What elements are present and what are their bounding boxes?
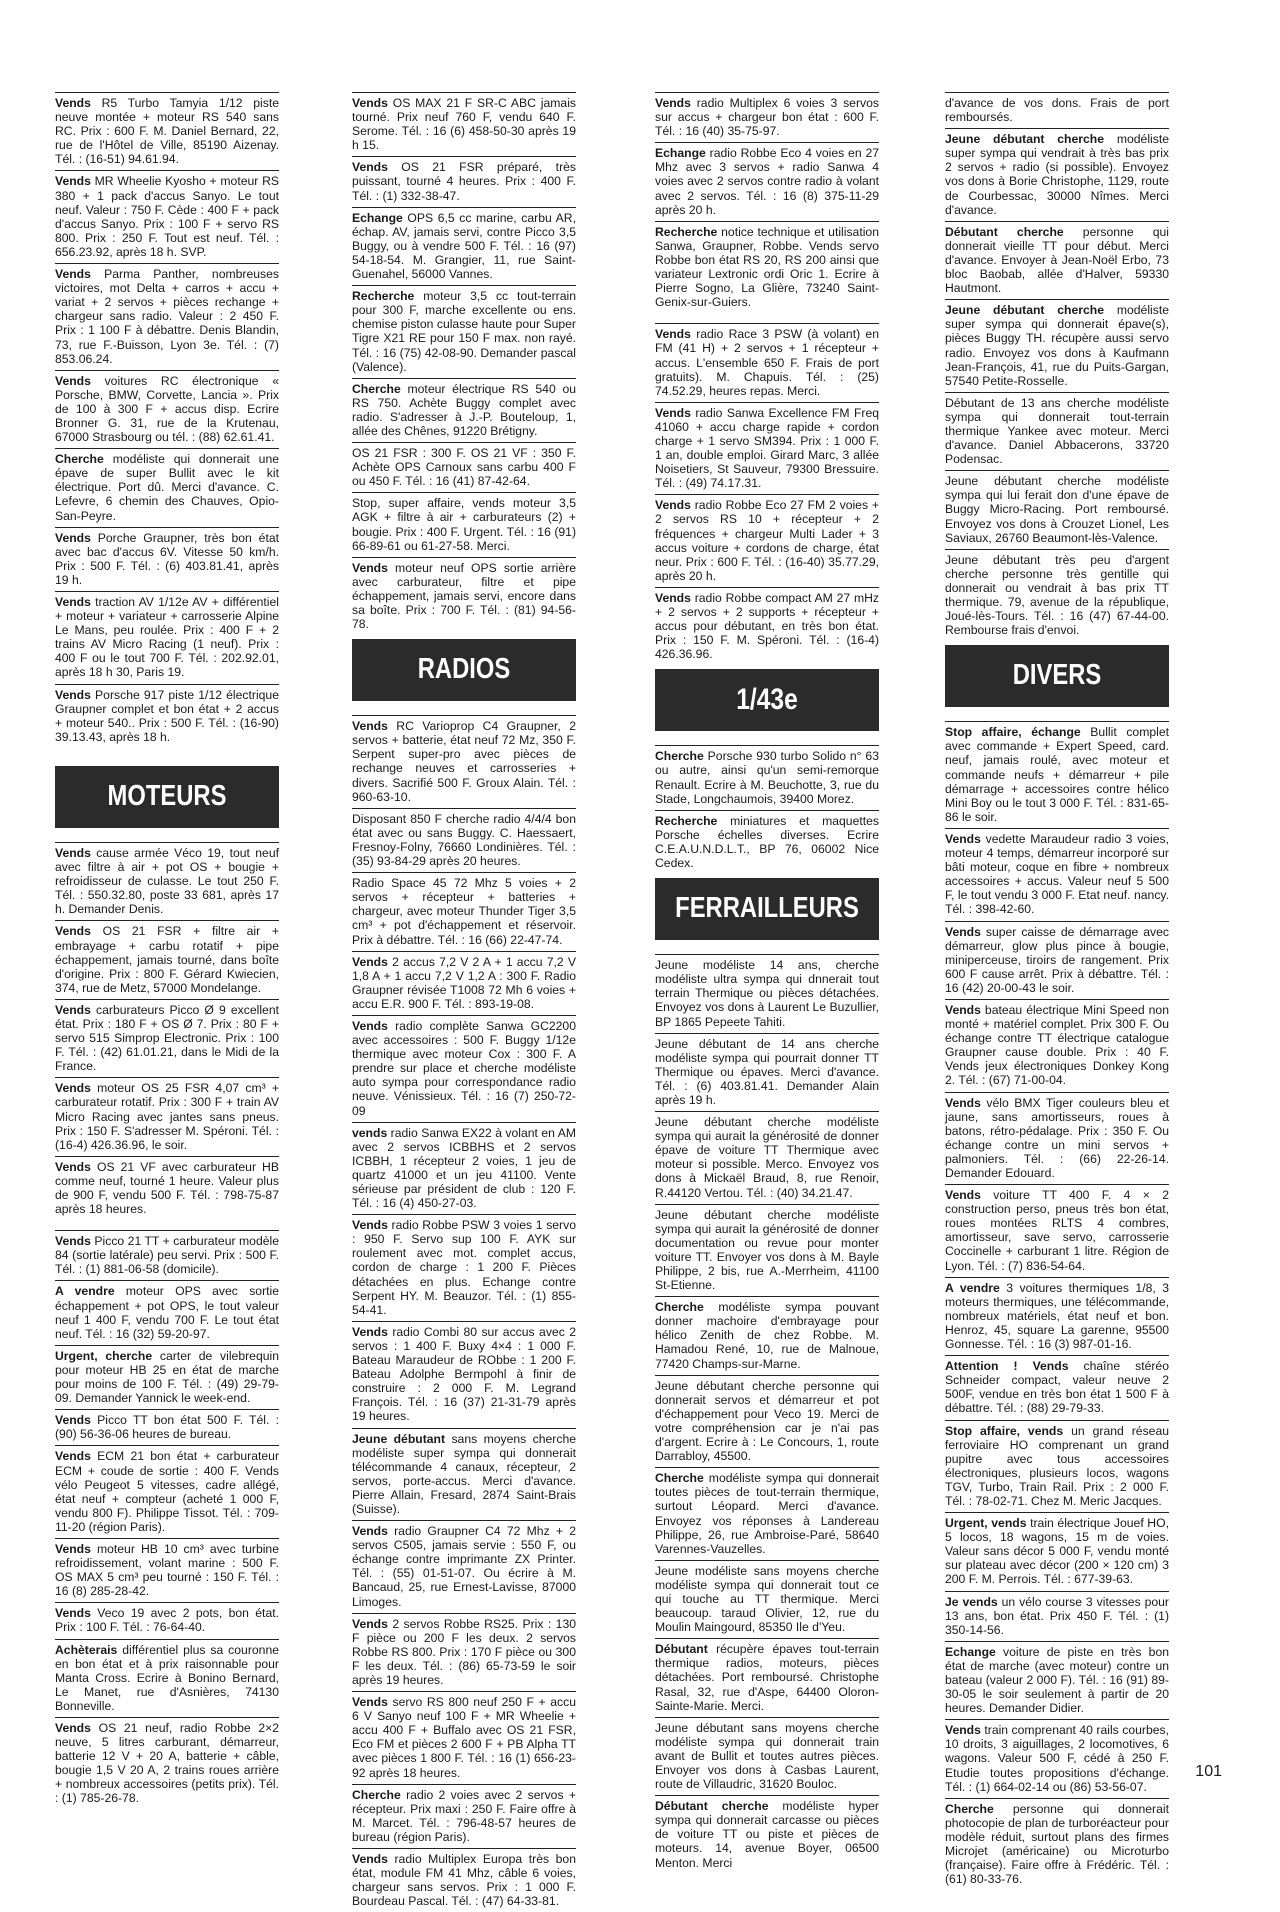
ad-text: modéliste qui donnerait une épave de super Bullit avec le kit électrique. Port dû. Merci d'avance. C. Lefevre, 6 chemin des Chauves, Opio-San-Peyre. — [55, 452, 279, 523]
ad-keyword: Débutant — [655, 1642, 708, 1657]
ad-text: voiture de piste en très bon état de marche (avec moteur) contre un bateau (valeur 2 000 F). Tél. : 16 (91) 89-30-05 le soir seulement à partir de 20 heures. Demander Didier. — [945, 1644, 1169, 1716]
spacer — [55, 1220, 279, 1230]
classified-ad — [352, 1784, 576, 1844]
ad-keyword: Vends — [352, 96, 388, 110]
ads-group — [55, 842, 279, 1806]
classified-ad — [655, 323, 879, 397]
classified-ad — [945, 1798, 1169, 1887]
ad-keyword: Vends — [945, 1723, 981, 1738]
classified-ad — [945, 1719, 1169, 1793]
ad-text: Jeune débutant cherche modéliste sympa qui aurait la générosité de donner épave de voiture TT Thermique avec moteur si possible. Merco. Envoyez vos dons à Mickaël Braud, 8, rue Renoir, R.44120 Vertou. Tél. : (40) 34.21.47. — [655, 1115, 879, 1200]
ad-text: radio Race 3 PSW (à volant) en FM (41 H) + 2 servos + 1 récepteur + accus. L'ensemble 650 F. Frais de port gratuits). M. Chapuis. Tél. : (25) 74.52.29, heures repas. Merci. — [655, 327, 879, 398]
classified-ad — [655, 142, 879, 216]
classified-ad — [55, 1345, 279, 1405]
classified-ad — [352, 442, 576, 488]
ad-text: Porche Graupner, très bon état avec bac d'accus 6V. Vitesse 50 km/h. Prix : 500 F. Tél. : (6) 403.81.41, après 19 h. — [55, 530, 279, 587]
classified-ad — [655, 494, 879, 583]
ad-text: Jeune débutant cherche modéliste sympa qui aurait la générosité de donner documentation ou revue pour monter voiture TT. Envoyer vos dons à M. Bayle Philippe, 2 bis, rue A.-Merrheim, 41100 St-Etienne. — [655, 1207, 879, 1293]
ad-keyword: Recherche — [655, 224, 718, 239]
ad-keyword: Vends — [55, 530, 91, 545]
ad-text: moteur HB 10 cm³ avec turbine refroidissement, volant marine : 500 F. OS MAX 5 cm³ peu tourné : 150 F. Tél. : 16 (8) 285-28-42. — [55, 1541, 279, 1599]
classified-ad — [352, 872, 576, 946]
classified-ad — [55, 999, 279, 1073]
ads-group — [352, 92, 576, 631]
ad-text: train électrique Jouef HO, 5 locos, 18 wagons, 15 m de voies. Valeur sans décor 5 000 F, vendu monté sur plateau avec décor (200 × 120 cm) 3 200 F. M. Perrois. Tél. : 677-39-63. — [945, 1516, 1169, 1587]
classified-ad — [655, 221, 879, 310]
ad-text: radio Combi 80 sur accus avec 2 servos : 1 400 F. Buxy 4×4 : 1 000 F. Bateau Maraudeur de RObbe : 1 200 F. Bateau Adolphe Bermpohl à finir de construire : 2 000 F. M. Legrand François. Tél. : 16 (37) 21-31-79 après 19 heures. — [352, 1324, 576, 1424]
ad-keyword: vends — [352, 1125, 388, 1140]
ad-text: MR Wheelie Kyosho + moteur RS 380 + 1 pack d'accus Sanyo. Le tout neuf. Valeur : 750 F. Cède : 400 F + pack d'accus Sanyo. Prix : 100 F + servo RS 800. Prix : 250 F. Tout est neuf. Tél. : 656.23.92, après 18 h. SVP. — [55, 174, 279, 259]
ad-keyword: Vends — [55, 1449, 91, 1464]
classified-ad — [352, 1520, 576, 1609]
ad-text: super caisse de démarrage avec démarreur, glow plus pince à bougie, miniperceuse, tiroirs de rangement. Prix 600 F cause arrêt. Prix à débattre. Tél. : 16 (42) 20-00-43 le soir. — [945, 924, 1169, 995]
classified-ad — [655, 1467, 879, 1556]
classified-ad — [352, 378, 576, 438]
section-title: MOTEURS — [107, 779, 227, 812]
classified-ad — [55, 1639, 279, 1713]
ad-text: radio Sanwa EX22 à volant en AM avec 2 servos ICBBHS et 2 servos ICBBH, 1 récepteur 2 voies, 1 jeu de quartz 41000 et un jeu 41100. Vente sérieuse par président de club : 120 F. Tél. : 16 (4) 450-27-03. — [352, 1125, 576, 1211]
ad-keyword: Stop affaire, échange — [945, 725, 1081, 740]
ad-keyword: Vends — [352, 954, 388, 969]
ad-text: radio 2 voies avec 2 servos + récepteur. Prix maxi : 250 F. Faire offre à M. Marcet. Tél. : 796-48-57 heures de bureau (région Paris). — [352, 1787, 576, 1844]
section-title: FERRAILLEURS — [675, 892, 859, 925]
classified-ad — [945, 1420, 1169, 1509]
ad-keyword: Achèterais — [55, 1642, 118, 1657]
classified-ad — [55, 92, 279, 166]
ad-text: Veco 19 avec 2 pots, bon état. Prix : 100 F. Tél. : 76-64-40. — [55, 1606, 279, 1635]
classified-ad — [655, 1560, 879, 1634]
ad-keyword: Vends — [352, 1018, 388, 1033]
ad-text: Jeune modéliste sans moyens cherche modéliste sympa qui donnerait tout ce qui touche au TT thermique. Merci beaucoup. taraud Olivier, 12, rue du Moulin Maingourd, 85350 Ile d'Yeu. — [655, 1563, 879, 1635]
classified-ad — [55, 591, 279, 680]
ad-text: Picco 21 TT + carburateur modèle 84 (sortie latérale) peu servi. Prix : 500 F. Tél. : (1) 881-06-58 (domicile). — [55, 1234, 279, 1277]
section-banner-divers — [945, 645, 1169, 707]
classified-ad — [352, 1015, 576, 1118]
ad-text: carburateurs Picco Ø 9 excellent état. Prix : 180 F + OS Ø 7. Prix : 80 F + servo 515 Simprop Electronic. Prix : 100 F. Tél. : (42) 61.01.21, dans le Midi de la France. — [55, 1002, 279, 1074]
ad-keyword: Vends — [55, 1081, 91, 1096]
classified-ad — [352, 715, 576, 804]
ad-text: Radio Space 45 72 Mhz 5 voies + 2 servos + récepteur + batteries + chargeur, avec moteur Thunder Tiger 3,5 cm³ + pot d'échappement et réservoir. Prix à débattre. Tél. : 16 (66) 22-47-74. — [352, 876, 576, 947]
ad-keyword: Cherche — [352, 1787, 401, 1802]
ad-text: récupère épaves tout-terrain thermique radios, moteurs, pièces détachées. Port remboursé. Christophe Rasal, 32, rue d'Aspe, 64400 Oloron-Sainte-Marie. Merci. — [655, 1642, 879, 1713]
ad-keyword: Vends — [55, 267, 91, 282]
ad-text: Porsche 917 piste 1/12 électrique Graupner complet et bon état + 2 accus + moteur 540.. Prix : 500 F. Tél. : (16-90) 39.13.43, après 18 h. — [55, 687, 279, 744]
ad-keyword: Vends — [55, 1721, 91, 1735]
ad-keyword: Cherche — [655, 1471, 704, 1486]
ad-keyword: Vends — [655, 327, 691, 342]
ad-keyword: Vends — [55, 595, 91, 609]
classified-ad — [655, 1204, 879, 1293]
ad-keyword: Vends — [352, 1695, 388, 1710]
classified-ad — [945, 1512, 1169, 1586]
ad-keyword: Attention ! Vends — [945, 1359, 1069, 1374]
ad-keyword: Urgent, cherche — [55, 1348, 153, 1363]
classified-ad — [655, 1033, 879, 1107]
ads-group — [655, 92, 879, 661]
ad-keyword: Vends — [55, 373, 91, 388]
ad-keyword: Vends — [352, 1852, 388, 1867]
ad-text: 2 accus 7,2 V 2 A + 1 accu 7,2 V 1,8 A + 1 accu 7,2 V 1,2 A : 300 F. Radio Graupner révisée T1008 72 Mh 6 voies + accu E.R. 900 F. Tél. : 893-19-08. — [352, 954, 576, 1011]
ad-text: notice technique et utilisation Sanwa, Graupner, Robbe. Vends servo Robbe bon état RS 20, RS 200 ainsi que variateur Lextronic ordi Oric 1. Ecrire à Pierre Sogno, La Glière, 73240 Saint-Genix-sur-Guiers. — [655, 224, 879, 310]
ad-keyword: Débutant cherche — [945, 224, 1064, 239]
ad-keyword: Jeune débutant — [352, 1431, 446, 1446]
classified-ad — [945, 999, 1169, 1088]
ad-keyword: Vends — [55, 174, 91, 189]
ads-group — [945, 92, 1169, 637]
section-title: RADIOS — [417, 653, 511, 686]
ad-text: Jeune débutant très peu d'argent cherche personne très gentille qui donnerait ou vendrait à bas prix TT thermique. 79, avenue de la république, Joué-lès-Tours. Tél. : 16 (47) 67-44-00. Rembourse frais d'envoi. — [945, 552, 1169, 638]
classified-ad — [655, 1296, 879, 1370]
ad-text: ECM 21 bon état + carburateur ECM + coude de sortie : 400 F. Vends vélo Peugeot 5 vitesses, cadre allégé, état neuf + compteur (acheté 1 000 F, vendu 800 F). Philippe Tissot. Tél. : 709-11-20 (région Paris). — [55, 1449, 279, 1534]
ad-keyword: Cherche — [352, 381, 401, 396]
ad-text: modéliste sympa pouvant donner machoire d'embrayage pour hélico Zenith de chez Robbe. M. Hamadou René, 10, rue de Malnoue, 77420 Champs-sur-Marne. — [655, 1300, 879, 1371]
ad-keyword: Vends — [655, 96, 691, 110]
ad-keyword: Vends — [55, 924, 91, 939]
ad-keyword: Vends — [55, 1413, 91, 1428]
ad-text: Bullit complet avec commande + Expert Speed, card. neuf, jamais roulé, avec moteur et commande neufs + démarreur + pile démarrage + accessoires contre hélico Mini Boy ou le tout 3 000 F. Tél. : 831-65-86 le soir. — [945, 725, 1169, 824]
ad-keyword: A vendre — [945, 1280, 1000, 1295]
ad-text: Porsche 930 turbo Solido n° 63 ou autre, ainsi qu'un semi-remorque Renault. Ecrire à M. Beuchotte, 3, rue du Stade, Longchaumois, 39400 Morez. — [655, 749, 879, 806]
ad-keyword: Vends — [945, 1095, 981, 1110]
ad-keyword: Vends — [945, 1188, 981, 1203]
ad-keyword: Vends — [352, 160, 388, 175]
ad-keyword: Jeune débutant cherche — [945, 303, 1105, 318]
classified-ad — [352, 285, 576, 374]
classified-ad — [655, 1111, 879, 1200]
ad-text: radio Sanwa Excellence FM Freq 41060 + accu charge rapide + cordon charge + 1 servo SM394. Prix : 1 000 F. 1 an, double emploi. Girard Marc, 3 allée Noisetiers, St Sauveur, 79300 Bressuire. Tél. : (49) 74.17.31. — [655, 405, 879, 491]
ad-text: vedette Maraudeur radio 3 voies, moteur 4 temps, démarreur incorporé sur bâti moteur, coque en fibre + nombreux accessoires + accus. Valeur neuf 5 500 F, le tout vendu 3 000 F. Etat neuf. nancy. Tél. : 398-42-60. — [945, 831, 1169, 917]
ad-text: chaîne stéréo Schneider compact, valeur neuve 2 500F, vendue en très bon état 1 500 F à débattre. Tél. : (88) 29-79-33. — [945, 1359, 1169, 1416]
ad-keyword: Echange — [352, 210, 403, 225]
ad-keyword: Vends — [55, 1541, 91, 1556]
classified-ad — [945, 221, 1169, 295]
classified-ad — [352, 1848, 576, 1908]
ad-text: un vélo course 3 vitesses pour 13 ans, bon état. Prix 450 F. Tél. : (1) 350-14-56. — [945, 1594, 1169, 1637]
ad-text: personne qui donnerait photocopie de plan de turboréacteur pour modèle réduit, surtout plans des firmes Microjet (américaine) ou Microturbo (française). Faire offre à Frédéric. Tél. : (61) 80-33-76. — [945, 1801, 1169, 1887]
ad-text: d'avance de vos dons. Frais de port remboursés. — [945, 96, 1169, 125]
classified-ad — [55, 370, 279, 444]
ad-keyword: Cherche — [655, 1300, 704, 1315]
classified-ad — [352, 1613, 576, 1687]
ad-text: moteur OS 25 FSR 4,07 cm³ + carburateur rotatif. Prix : 300 F + train AV Micro Racing avec jantes sans pneus. Prix : 150 F. S'adresser M. Spéroni. Tél. : (16-4) 426.36.96, le soir. — [55, 1081, 279, 1152]
page-number: 101 — [1195, 1763, 1222, 1780]
ad-text: moteur 3,5 cc tout-terrain pour 300 F, marche excellente ou ens. chemise piston culasse haute pour Super Tigre X21 RE pour 150 F max. non rayé. Tél. : 16 (75) 42-08-90. Demander pascal (Valence). — [352, 289, 576, 374]
ad-text: Jeune modéliste 14 ans, cherche modéliste ultra sympa qui dnnerait tout terrain Thermique ou pièces détachées. Envoyez vos dons à Laurent Le Buzullier, BP 1865 Pepeete Tahiti. — [655, 958, 879, 1029]
ad-text: radio complète Sanwa GC2200 avec accessoires : 500 F. Buggy 1/12e thermique avec moteur Cox : 300 F. A prendre sur place et cherche modéliste auto sympa pour correspondance radio neuve. Vénissieux. Tél. : 16 (7) 250-72-09 — [352, 1018, 576, 1118]
ad-text: radio Robbe Eco 4 voies en 27 Mhz avec 3 servos + radio Sanwa 4 voies avec 2 servos contre radio à volant avec 2 servos. Tél. : 16 (8) 375-11-29 après 20 h. — [655, 146, 879, 217]
ad-text: Jeune débutant sans moyens cherche modéliste sympa qui donnerait train avant de Bullit et toutes autres pièces. Envoyer vos dons à Casbas Laurent, route de Villaudric, 31620 Bouloc. — [655, 1720, 879, 1792]
classified-ad — [352, 156, 576, 202]
ad-keyword: Vends — [55, 1002, 91, 1017]
ad-text: personne qui donnerait vieille TT pour début. Merci d'avance. Envoyer à Jean-Noël Erbo, 73 bloc Baobab, allée d'Halver, 59330 Hautmont. — [945, 224, 1169, 296]
ad-keyword: Cherche — [655, 749, 704, 764]
ad-keyword: Vends — [55, 1606, 91, 1621]
classified-ad — [655, 587, 879, 661]
classified-ad — [55, 1077, 279, 1151]
classified-ad — [655, 1638, 879, 1712]
classified-ad — [655, 92, 879, 138]
classified-ad — [55, 1230, 279, 1276]
classified-ad — [655, 1375, 879, 1464]
ad-keyword: Vends — [55, 1159, 91, 1174]
ad-text: OS 21 FSR préparé, très puissant, tourné 4 heures. Prix : 400 F. Tél. : (1) 332-38-47. — [352, 160, 576, 203]
ad-text: Jeune débutant de 14 ans cherche modéliste sympa qui pourrait donner TT Thermique ou épaves. Merci d'avance. Tél. : (6) 403.81.41. Demander Alain après 19 h. — [655, 1036, 879, 1107]
classified-ad — [55, 263, 279, 366]
ad-keyword: Vends — [945, 831, 981, 846]
classified-ad — [352, 1122, 576, 1211]
classified-ad — [352, 808, 576, 868]
ads-group — [945, 721, 1169, 1886]
ad-keyword: Vends — [655, 590, 691, 605]
ad-text: cause armée Véco 19, tout neuf avec filtre à air + pot OS + bougie + refroidisseur de culasse. Le tout 250 F. Tél. : 550.32.80, poste 33 681, après 17 h. Demander Denis. — [55, 845, 279, 917]
ad-keyword: Vends — [655, 498, 691, 513]
classified-ad — [352, 92, 576, 152]
ad-text: OS 21 VF avec carburateur HB comme neuf, tourné 1 heure. Valeur plus de 900 F, vendu 500 F. Tél. : 798-75-87 après 18 heures. — [55, 1159, 279, 1217]
ad-keyword: Vends — [352, 560, 388, 575]
ad-text: Jeune débutant cherche personne qui donnerait servos et démarreur et pot d'échappement pour Veco 19. Merci de votre compréhension car je n'ai pas d'argent. Ecrire à : Le Concours, 1, route Darrabloy, 45500. — [655, 1378, 879, 1464]
ad-keyword: Vends — [945, 924, 981, 939]
ad-text: R5 Turbo Tamyia 1/12 piste neuve montée + moteur RS 540 sans RC. Prix : 600 F. M. Daniel Bernard, 22, rue de l'Hôtel de Ville, 85190 Aizenay. Tél. : (16-51) 94.61.94. — [55, 96, 279, 167]
ad-keyword: Cherche — [945, 1801, 994, 1816]
ad-keyword: Cherche — [55, 452, 104, 467]
ad-text: OS 21 neuf, radio Robbe 2×2 neuve, 5 litres carburant, démarreur, batterie 12 V + 20 A, batterie + câble, bougie 1,5 V 20 A, 2 trains roues arrière + nombreux accessoires (petits prix). Tél. : (1) 785-26-78. — [55, 1721, 279, 1806]
ad-keyword: Vends — [55, 1234, 91, 1249]
ad-text: bateau électrique Mini Speed non monté + matériel complet. Prix 300 F. Ou échange contre TT électrique catalogue Graupner cause double. Prix : 40 F. Vends jeux électroniques Donkey Kong 2. Tél. : (67) 71-00-04. — [945, 1002, 1169, 1088]
spacer — [55, 748, 279, 758]
ad-keyword: Vends — [55, 687, 91, 702]
ad-text: modéliste super sympa qui donnerait épave(s), pièces Buggy TH. récupère aussi servo radio. Envoyez vos dons à Kaufmann Jean-François, 41, rue du Puits-Gargan, 57540 Petite-Rosselle. — [945, 303, 1169, 388]
ad-text: OS 21 FSR : 300 F. OS 21 VF : 350 F. Achète OPS Carnoux sans carbu 400 F ou 450 F. Tél. : 16 (41) 87-42-64. — [352, 446, 576, 489]
ad-text: modéliste sympa qui donnerait toutes pièces de tout-terrain thermique, surtout Léopard. Merci d'avance. Envoyez vos réponses à Landereau Philippe, 26, rue Ambroise-Paré, 58640 Varennes-Vauzelles. — [655, 1471, 879, 1556]
ad-keyword: Recherche — [655, 813, 718, 828]
classified-ad — [945, 392, 1169, 466]
classified-ad — [945, 1355, 1169, 1415]
column-4 — [945, 92, 1169, 1890]
classified-ad — [55, 1156, 279, 1216]
classified-ad — [655, 954, 879, 1028]
ad-text: radio Multiplex Europa très bon état, module FM 41 Mhz, câble 6 voies, chargeur sans servos. Prix : 1 000 F. Bourdeau Pascal. Tél. : (47) 64-33-81. — [352, 1852, 576, 1909]
classified-ad — [352, 951, 576, 1011]
column-1 — [55, 92, 279, 1810]
ad-text: radio Robbe PSW 3 voies 1 servo : 950 F. Servo sup 100 F. AYK sur roulement avec mot. complet accus, cordon de charge : 1 200 F. Pièces détachées en plus. Echange contre Serpent HY. M. Beauzor. Tél. : (1) 855-54-41. — [352, 1218, 576, 1317]
classified-ad — [655, 402, 879, 491]
ad-keyword: Echange — [945, 1644, 996, 1659]
ad-text: Débutant de 13 ans cherche modéliste sympa qui donnerait tout-terrain thermique Yankee avec moteur. Merci d'avance. Daniel Abbacerons, 33720 Podensac. — [945, 395, 1169, 467]
classified-ad — [55, 1445, 279, 1534]
spacer — [655, 313, 879, 323]
classified-ad — [55, 448, 279, 522]
section-title: 1/43e — [736, 683, 798, 717]
classified-ad — [655, 1795, 879, 1869]
classified-ad — [55, 842, 279, 916]
classified-ad — [945, 1277, 1169, 1351]
ad-text: traction AV 1/12e AV + différentiel + moteur + variateur + carrosserie Alpine Le Mans, peu roulée. Prix : 400 F + 2 trains AV Micro Racing (1 neuf). Prix : 400 F ou le tout 700 F. Tél. : 202.92.01, après 18 h 30, Paris 19. — [55, 595, 279, 680]
classified-ad — [945, 1184, 1169, 1273]
ad-keyword: Recherche — [352, 289, 415, 304]
classified-ad — [945, 470, 1169, 544]
classified-ad — [55, 1280, 279, 1340]
ad-text: moteur électrique RS 540 ou RS 750. Achète Buggy complet avec radio. S'adresser à J.-P. Bouteloup, 1, allée des Chênes, 91220 Brétigny. — [352, 381, 576, 438]
section-banner-moteurs — [55, 766, 279, 828]
classified-ad — [352, 492, 576, 552]
ad-text: différentiel plus sa couronne en bon état et à prix raisonnable pour Manta Cross. Ecrire à Bonino Bernard, Le Manet, rue d'Asnières, 74130 Bonneville. — [55, 1642, 279, 1713]
classified-ad — [945, 921, 1169, 995]
ad-text: Parma Panther, nombreuses victoires, mot Delta + carros + accu + variat + 2 servos + pièces rechange + chargeur sans radio. Valeur : 2 450 F. Prix : 1 100 F à débattre. Denis Blandin, 73, rue F.-Buisson, Lyon 3e. Tél. : (7) 853.06.24. — [55, 267, 279, 366]
classified-ad — [55, 1409, 279, 1441]
ad-text: OS 21 FSR + filtre air + embrayage + carbu rotatif + pipe échappement, jamais tourné, dans boîte d'origine. Prix : 800 F. Gérard Kwiecien, 374, rue de Metz, 57000 Mondelange. — [55, 924, 279, 995]
ads-group — [55, 92, 279, 758]
section-banner-radios — [352, 639, 576, 701]
ad-keyword: Vends — [352, 1616, 388, 1631]
ad-text: voiture TT 400 F. 4 × 2 construction perso, pneus très bon état, roues montées RLTS 4 combres, amortisseur, save servo, carrosserie Coccinelle + carburant 1 litre. Région de Lyon. Tél. : (7) 836-54-64. — [945, 1188, 1169, 1273]
ad-text: vélo BMX Tiger couleurs bleu et jaune, sans amortisseurs, roues à batons, rétro-pédalage. Prix : 350 F. Ou échange contre un mini servos + palmoniers. Tél. : (66) 22-26-14. Demander Edouard. — [945, 1095, 1169, 1180]
ad-text: radio Robbe compact AM 27 mHz + 2 servos + 2 supports + récepteur + accus pour débutant, en très bon état. Prix : 150 F. M. Spéroni. Tél. : (16-4) 426.36.96. — [655, 590, 879, 662]
ad-keyword: Vends — [945, 1002, 981, 1017]
classified-ad — [945, 721, 1169, 824]
ad-text: 2 servos Robbe RS25. Prix : 130 F pièce ou 200 F les deux. 2 servos Robbe RS 800. Prix : 170 F pièce ou 300 F les deux. Tél. : (86) 65-73-59 le soir après 19 heures. — [352, 1616, 576, 1687]
section-banner-1-43 — [655, 669, 879, 731]
classified-ad — [352, 207, 576, 281]
ad-text: 3 voitures thermiques 1/8, 3 moteurs thermiques, une télécommande, nombreux matériels, état neuf et bon. Henroz, 45, square La garenne, 95500 Gonnesse. Tél. : 16 (3) 987-01-16. — [945, 1280, 1170, 1352]
ad-text: OPS 6,5 cc marine, carbu AR, échap. AV, jamais servi, contre Picco 3,5 Buggy, ou à vendre 500 F. Tél. : 16 (97) 54-18-54. M. Grangier, 11, rue Saint-Guenahel, 56000 Vannes. — [352, 210, 576, 282]
ad-text: Jeune débutant cherche modéliste sympa qui lui ferait don d'une épave de Buggy Micro-Racing. Port remboursé. Envoyez vos dons à Crouzet Lionel, Les Saviaux, 26760 Beaumont-lès-Valence. — [945, 474, 1169, 545]
classified-ad — [945, 128, 1169, 217]
ad-text: radio Graupner C4 72 Mhz + 2 servos C505, jamais servie : 550 F, ou échange contre imprimante ZX Printer. Tél. : (55) 01-51-07. Ou écrire à M. Bancaud, 25, rue Ernest-Lavisse, 87000 Limoges. — [352, 1524, 576, 1609]
classified-ad — [55, 170, 279, 259]
ad-keyword: Jeune débutant cherche — [945, 132, 1105, 147]
ad-text: carter de vilebrequin pour moteur HB 25 en état de marche pour moins de 100 F. Tél. : (49) 29-79-09. Demander Yannick le week-end. — [55, 1348, 279, 1406]
ads-group — [655, 745, 879, 870]
ads-group — [352, 715, 576, 1908]
ad-text: voitures RC électronique « Porsche, BMW, Corvette, Lancia ». Prix de 100 à 300 F + accus disp. Ecrire Bronner G. 31, rue de la Krutenau, 67000 Strasbourg ou tél. : (88) 62.61.41. — [55, 373, 279, 445]
ad-keyword: Vends — [352, 1324, 388, 1339]
ad-keyword: Vends — [55, 845, 91, 860]
ad-keyword: Vends — [55, 96, 91, 110]
classified-ad — [352, 1428, 576, 1517]
ad-text: radio Robbe Eco 27 FM 2 voies + 2 servos RS 10 + récepteur + 2 fréquences + chargeur Multi Lader + 3 accus voiture + cordons de charge, état neur. Prix : 600 F. Tél. : (16-40) 35.77.29, après 20 h. — [655, 498, 879, 583]
classified-ad — [55, 684, 279, 744]
section-title: DIVERS — [1012, 659, 1102, 692]
ad-keyword: Vends — [352, 1218, 388, 1233]
classified-ad — [945, 1092, 1169, 1181]
section-banner-ferrailleurs — [655, 878, 879, 940]
ad-text: radio Multiplex 6 voies 3 servos sur accus + chargeur bon état : 600 F. Tél. : 16 (40) 35-75-97. — [655, 96, 879, 139]
ad-keyword: Vends — [655, 405, 691, 420]
ad-text: Stop, super affaire, vends moteur 3,5 AGK + filtre à air + carburateurs (2) + bougie. Prix : 400 F. Urgent. Tél. : 16 (91) 66-89-61 ou 61-27-58. Merci. — [352, 496, 576, 553]
classified-ad — [55, 1717, 279, 1806]
ad-keyword: Urgent, vends — [945, 1516, 1027, 1531]
ad-text: un grand réseau ferroviaire HO comprenant un grand pupitre avec tous accessoires électroniques, plusieurs locos, wagons TGV, Turbo, Train Rail. Prix : 2 000 F. Tél. : 78-02-71. Chez M. Meric Jacques. — [945, 1423, 1170, 1508]
classified-ad — [945, 549, 1169, 638]
classified-ad — [655, 810, 879, 870]
classified-ad — [945, 828, 1169, 917]
ad-keyword: Echange — [655, 146, 706, 161]
ad-keyword: Je vends — [945, 1594, 998, 1609]
classified-ad — [945, 1641, 1169, 1715]
ad-text: moteur neuf OPS sortie arrière avec carburateur, filtre et pipe échappement, jamais servi, encore dans sa boîte. Prix : 700 F. Tél. : (81) 94-56-78. — [352, 560, 576, 632]
ads-group — [655, 954, 879, 1870]
ad-keyword: Vends — [352, 1524, 388, 1539]
classified-ad — [352, 1691, 576, 1780]
ad-text: miniatures et maquettes Porsche échelles diverses. Ecrire C.E.A.U.N.D.L.T., BP 76, 06002 Nice Cedex. — [655, 813, 879, 871]
classified-ad — [945, 1591, 1169, 1637]
classified-ad — [352, 557, 576, 631]
ad-text: OS MAX 21 F SR-C ABC jamais tourné. Prix neuf 760 F, vendu 640 F. Serome. Tél. : 16 (6) 458-50-30 après 19 h 15. — [352, 96, 576, 153]
classified-ad — [352, 1214, 576, 1317]
classified-ad — [945, 92, 1169, 124]
ad-keyword: Stop affaire, vends — [945, 1423, 1064, 1438]
classified-ad — [55, 920, 279, 994]
classified-ad — [55, 1602, 279, 1634]
ad-text: servo RS 800 neuf 250 F + accu 6 V Sanyo neuf 100 F + MR Wheelie + accu 400 F + Buffalo avec OS 21 FSR, Eco FM et pièces 2 600 F + PB Alpha TT avec pièces 1 800 F. Tél. : 16 (1) 656-23-92 après 18 heures. — [352, 1695, 576, 1780]
classified-ad — [55, 1538, 279, 1598]
classified-ad — [655, 745, 879, 805]
column-3 — [655, 92, 879, 1874]
column-2 — [352, 92, 576, 1912]
ad-text: RC Varioprop C4 Graupner, 2 servos + batterie, état neuf 72 Mz, 350 F. Serpent super-pro avec pièces de rechange neuves et carrosseries + divers. Sacrifié 500 F. Groux Alain. Tél. : 960-63-10. — [352, 719, 576, 804]
ad-keyword: Vends — [352, 719, 388, 734]
ad-text: train comprenant 40 rails courbes, 10 droits, 3 aiguillages, 2 locomotives, 6 wagons. Valeur 500 F, cédé à 250 F. Etudie toutes propositions d'échange. Tél. : (1) 664-02-14 ou (86) 53-56-07. — [945, 1723, 1169, 1794]
ad-text: Disposant 850 F cherche radio 4/4/4 bon état avec ou sans Buggy. C. Haessaert, Fresnoy-Folny, 76660 Londinières. Tél. : (35) 93-84-29 après 20 heures. — [352, 811, 576, 869]
classified-ad — [352, 1321, 576, 1424]
ad-text: modéliste super sympa qui vendrait à très bas prix 2 servos + radio (si possible). Envoyez vos dons à Borie Christophe, 1129, route de Courbessac, 30000 Nîmes. Merci d'avance. — [945, 132, 1169, 217]
classified-ad — [655, 1717, 879, 1791]
ad-text: Picco TT bon état 500 F. Tél. : (90) 56-36-06 heures de bureau. — [55, 1413, 279, 1442]
ad-text: modéliste hyper sympa qui donnerait carcasse ou pièces de voiture TT ou piste et pièces de moteurs. 14, avenue Boyer, 06500 Menton. Merci — [655, 1799, 879, 1870]
ad-text: moteur OPS avec sortie échappement + pot OPS, le tout valeur neuf 1 400 F, vendu 700 F. Le tout état neuf. Tél. : 16 (32) 59-20-97. — [55, 1284, 279, 1341]
ad-keyword: Débutant cherche — [655, 1799, 769, 1814]
classified-ad — [55, 527, 279, 587]
ad-text: sans moyens cherche modéliste super sympa qui donnerait télécommande 4 canaux, récepteur, 2 servos, porte-accus. Merci d'avance. Pierre Allain, Fresard, 2874 Saint-Brais (Suisse). — [352, 1431, 576, 1516]
classified-ad — [945, 299, 1169, 388]
ad-keyword: A vendre — [55, 1284, 115, 1299]
